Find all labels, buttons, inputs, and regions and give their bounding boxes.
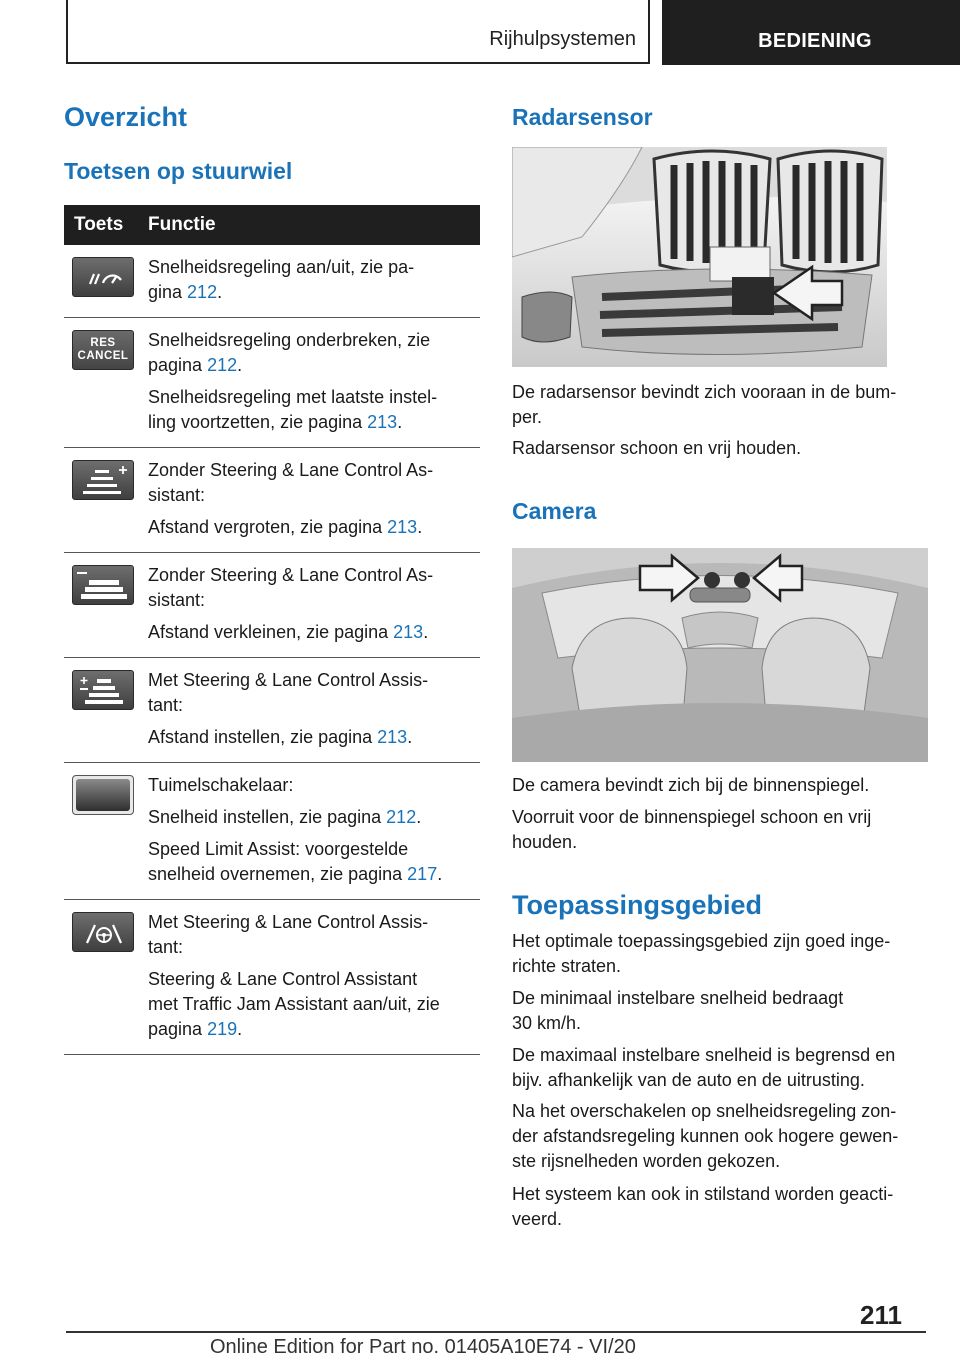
table-row [64,763,480,900]
page-ref-link[interactable]: 213 [367,412,398,432]
table-row [64,900,480,1055]
footer-rule [66,1331,926,1333]
page-ref-link[interactable]: 212 [386,807,417,827]
radar-section-title: Radarsensor [512,104,653,130]
rocker-switch-icon [72,775,134,815]
scope-paragraph-4: Na het overschakelen op snelheidsregeling zon- der afstandsregeling kunnen ook hogere gewen- ste rijsnelheden worden gekozen. [512,1101,899,1171]
header-rule-bottom [66,62,650,64]
radar-sensor-image [512,147,887,367]
header-rule-right [648,0,650,64]
table-row [64,553,480,658]
function-text: Snelheidsregeling aan/uit, zie pa- gina 212. [148,257,415,302]
page-ref-link[interactable]: 219 [207,1019,238,1039]
distance-increase-icon [72,460,134,500]
page-ref-link[interactable]: 213 [393,622,424,642]
table-row [64,658,480,763]
table-header [64,205,480,245]
res-cancel-icon: RES CANCEL [72,330,134,370]
page-ref-link[interactable]: 217 [407,864,438,884]
radar-paragraph-2: Radarsensor schoon en vrij houden. [512,438,802,458]
cruise-control-icon [72,257,134,297]
table-row [64,245,480,318]
camera-paragraph-2: Voorruit voor de binnenspiegel schoon en vrij houden. [512,807,872,852]
header-chapter-tab [662,0,960,65]
header-section-title: Rijhulpsystemen [489,28,636,50]
camera-image [512,548,928,762]
radar-paragraph-1: De radarsensor bevindt zich vooraan in de bum- per. [512,382,897,427]
footer-edition: Online Edition for Part no. 01405A10E74 - VI/20 [210,1336,636,1358]
scope-paragraph-1: Het optimale toepassingsgebied zijn goed inge- richte straten. [512,931,891,976]
column-header-key: Toets [74,214,124,235]
page-number: 211 [860,1300,902,1330]
page-ref-link[interactable]: 212 [207,355,238,375]
page-ref-link[interactable]: 213 [377,727,408,747]
scope-section-title: Toepassingsgebied [512,890,763,920]
section-subtitle: Toetsen op stuurwiel [64,158,293,184]
table-row [64,318,480,448]
scope-paragraph-3: De maximaal instelbare snelheid is begrensd en bijv. afhankelijk van de auto en de uitrusting. [512,1045,896,1090]
page-ref-link[interactable]: 213 [387,517,418,537]
function-text: Tuimelschakelaar: Snelheid instellen, zie pagina 212. Speed Limit Assist: voorgestelde snelheid overnemen, zie pagina 217. [148,775,443,884]
camera-section-title: Camera [512,498,597,524]
page-title: Overzicht [64,102,188,132]
page-ref-link[interactable]: 212 [187,282,218,302]
function-text: Snelheidsregeling onderbreken, zie pagina 212. Snelheidsregeling met laatste instel- ling voortzetten, zie pagina 213. [148,330,438,432]
function-text: Zonder Steering & Lane Control As- sistant: Afstand verkleinen, zie pagina 213. [148,565,434,642]
scope-paragraph-5: Het systeem kan ook in stilstand worden geacti- veerd. [512,1184,894,1229]
function-text: Met Steering & Lane Control Assis- tant: Afstand instellen, zie pagina 213. [148,670,429,747]
buttons-table [64,205,480,1055]
column-header-function: Functie [148,214,216,235]
table-row [64,448,480,553]
distance-adjust-icon [72,670,134,710]
function-text: Met Steering & Lane Control Assis- tant: Steering & Lane Control Assistant met Traffic Jam Assistant aan/uit, zie pagina 219. [148,912,440,1039]
lane-assist-icon [72,912,134,952]
distance-decrease-icon [72,565,134,605]
header-chapter-label: BEDIENING [758,30,872,52]
scope-paragraph-2: De minimaal instelbare snelheid bedraagt 30 km/h. [512,988,844,1033]
camera-paragraph-1: De camera bevindt zich bij de binnenspiegel. [512,775,870,795]
function-text: Zonder Steering & Lane Control As- sistant: Afstand vergroten, zie pagina 213. [148,460,434,537]
